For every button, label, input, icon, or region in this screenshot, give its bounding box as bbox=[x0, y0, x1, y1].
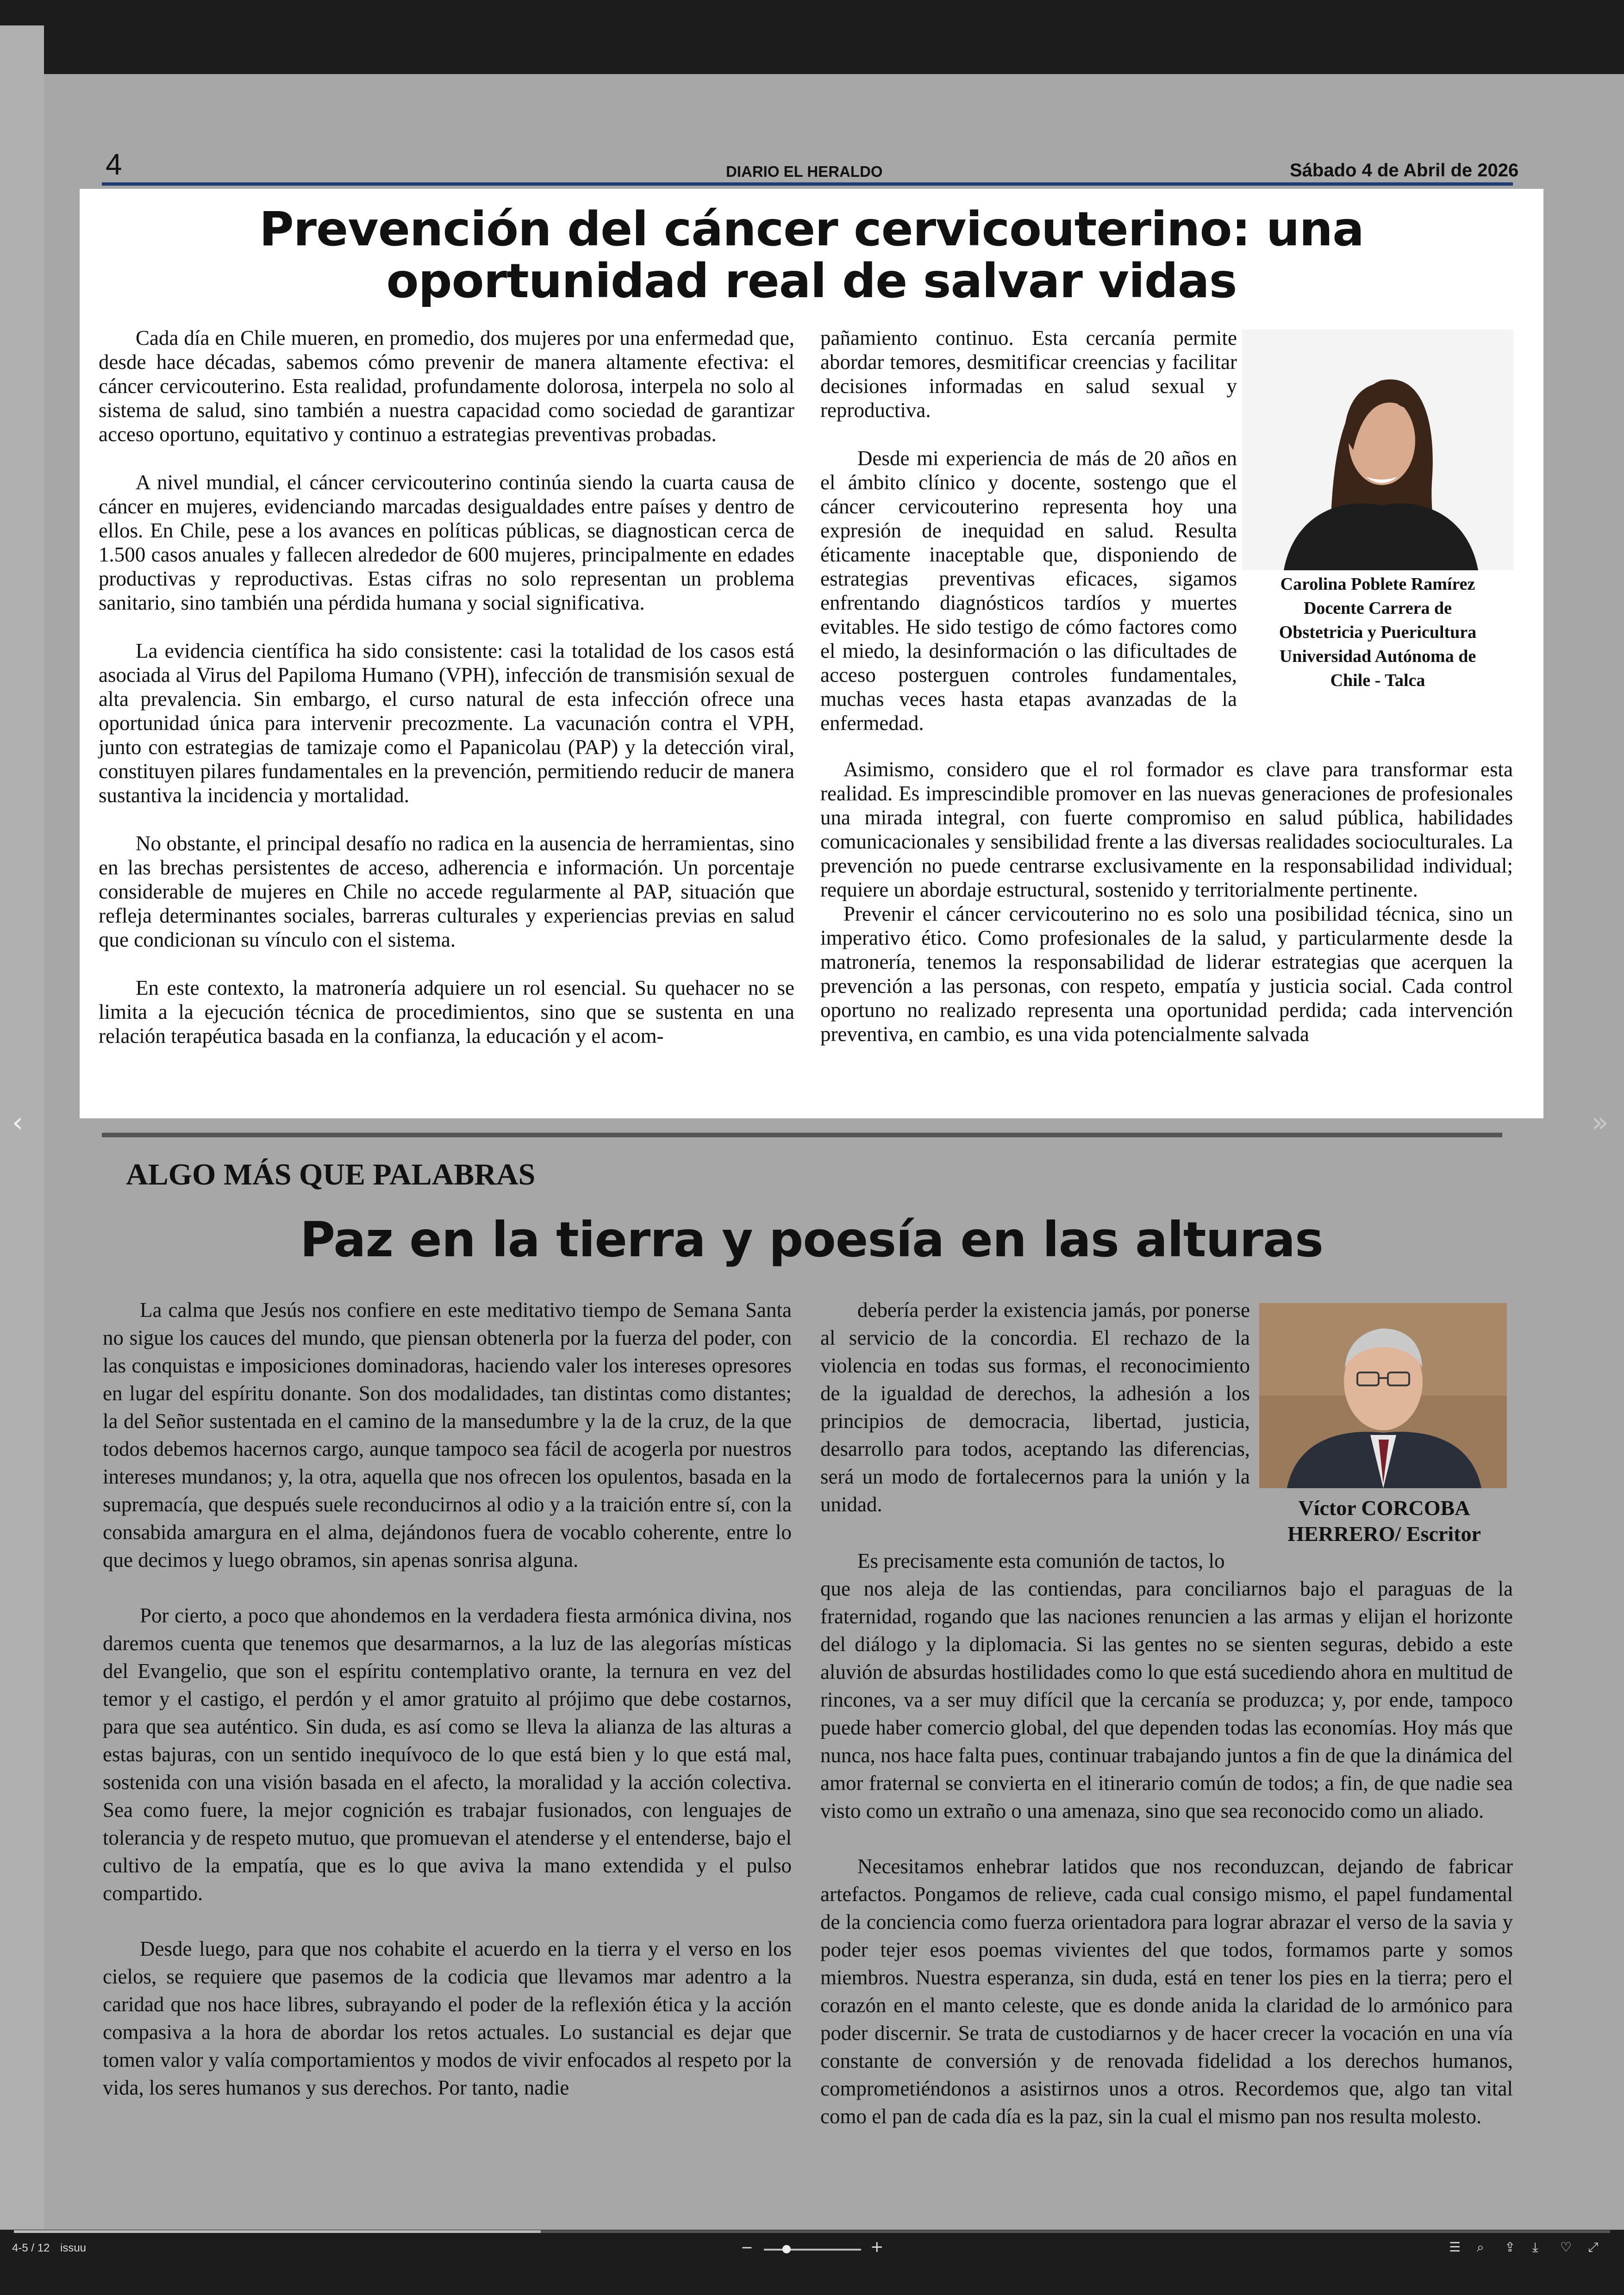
newspaper-name: DIARIO EL HERALDO bbox=[726, 163, 883, 180]
author-affiliation: Universidad Autónoma de bbox=[1279, 647, 1476, 666]
page-progress-fill bbox=[14, 2230, 541, 2233]
article-paragraph: Asimismo, considero que el rol formador es clave para transformar esta realidad. Es imprescindible promover en las nuevas generaciones de profesionales una mirada integral, con fuerte compromiso en salud pública, habilidades comunicacionales y sensibilidad frente a las diversas realidades socioculturales. La prevención no puede centrarse exclusivamente en la responsabilidad individual; requiere un abordaje estructural, sostenido y territorialmente pertinente. bbox=[820, 758, 1513, 901]
like-icon[interactable]: ♡ bbox=[1560, 2239, 1572, 2255]
article-paragraph: Prevenir el cáncer cervicouterino no es solo una posibilidad técnica, sino un imperativo ético. Como profesionales de la salud, y particularmente desde la matronería, tenemos la responsabilidad de liderar estrategias que acerquen la prevención a las personas, con respeto, empatía y justicia social. Cada control oportuno no realizado representa una oportunidad perdida; cada intervención preventiva, en cambio, es una vida potencialmente salvada bbox=[820, 902, 1513, 1046]
article-paragraph: pañamiento continuo. Esta cercanía permite abordar temores, desmitificar creencias y facilitar decisiones informadas en salud sexual y reproductiva. bbox=[820, 326, 1237, 422]
fullscreen-icon[interactable]: ⤢ bbox=[1588, 2239, 1599, 2255]
article-paragraph: Desde luego, para que nos cohabite el acuerdo en la tierra y el verso en los cielos, se requiere que pasemos de la codicia que llevamos mar adentro a la caridad que nos hace libres, subrayando el poder de la reflexión ética y la acción compasiva a la hora de abordar los retos actuales. Lo sustancial es dejar que tomen valor y valía comportamientos y modos de vivir enfocados al respeto por la vida, los seres humanos y sus derechos. Por tanto, nadie bbox=[103, 1937, 792, 2099]
zoom-slider[interactable] bbox=[764, 2249, 861, 2251]
article-paragraph: Por cierto, a poco que ahondemos en la verdadera fiesta armónica divina, nos daremos cuenta que tenemos que desarmarnos, a la luz de las alegorías místicas del Evangelio, que son el espíritu contemplativo orante, la ternura en vez del temor y el castigo, el perdón y el amor gratuito al prójimo que debe costarnos, para que sea auténtico. Sin duda, es así como se lleva la alianza de las alturas a estas bajuras, con un sentido inequívoco de lo que está bien y lo que está mal, sostenida con una visión basada en el afecto, la moralidad y la acción colectiva. Sea como fuere, la mejor cognición es trabajar fusionados, con lenguajes de tolerancia y de respeto mutuo, que promuevan el atenderse y el entenderse, bajo el cultivo de la empatía, que es lo que aviva la mano extendida y el pulso compartido. bbox=[103, 1604, 792, 1905]
article-column-right-wide bbox=[820, 757, 1513, 1046]
section-divider bbox=[102, 1133, 1502, 1137]
article-column-right bbox=[820, 326, 1237, 759]
next-page-icon[interactable]: » bbox=[1592, 1106, 1609, 1139]
notes-icon[interactable]: ☰ bbox=[1449, 2239, 1461, 2255]
page-number: 4 bbox=[106, 148, 122, 181]
search-icon[interactable]: ⌕ bbox=[1477, 2239, 1484, 2255]
author-photo bbox=[1259, 1303, 1507, 1488]
article-column-left bbox=[99, 326, 794, 1072]
article-column-right bbox=[820, 1296, 1250, 1518]
viewer-toolbar bbox=[0, 2230, 1624, 2295]
author-caption bbox=[1250, 1495, 1518, 1547]
article-paragraph: Desde mi experiencia de más de 20 años en el ámbito clínico y docente, sostengo que el cáncer cervicouterino representa hoy una expresión de inequidad en salud. Resulta éticamente inaceptable que, disponiendo de estrategias preventivas eficaces, sigamos enfrentando diagnósticos tardíos y muertes evitables. He sido testigo de cómo factores como el miedo, la desinformación o las dificultades de acceso posterguen controles fundamentales, muchas veces hasta etapas avanzadas de la enfermedad. bbox=[820, 447, 1237, 735]
article-paragraph: que nos aleja de las contiendas, para conciliarnos bajo el paraguas de la fraternidad, rogando que las naciones renuncien a las armas y elijan el horizonte del diálogo y la diplomacia. Si las gentes no se sienten seguras, debido a este aluvión de absurdas hostilidades como lo que está sucediendo ahora en multitud de rincones, va a ser muy difícil que la cercanía se produzca; y, por ende, tampoco puede haber comercio global, del que dependen todas las economías. Hoy más que nunca, nos hace falta pues, continuar trabajando juntos a fin de que la dinámica del amor fraternal se convierta en el itinerario común de todos; a fin, de que nadie sea visto como un extraño o una amenaza, sino que sea reconocido como un aliado. bbox=[820, 1577, 1513, 1822]
viewer-top-margin bbox=[44, 25, 1624, 74]
article-column-right bbox=[820, 1547, 1251, 1575]
issuu-logo[interactable]: issuu bbox=[60, 2242, 87, 2254]
author-name: Carolina Poblete Ramírez bbox=[1280, 574, 1475, 594]
prev-page-icon[interactable]: ‹ bbox=[12, 1106, 23, 1139]
article-paragraph: Necesitamos enhebrar latidos que nos reconduzcan, dejando de fabricar artefactos. Pongamos de relieve, cada cual consigo mismo, el papel fundamental de la conciencia como fuerza orientadora para lograr abrazar el verso de la savia y poder tejer esos poemas vivientes del que todos, formamos parte y somos miembros. Nuestra esperanza, sin duda, está en tener los pies en la tierra; pero el corazón en el manto celeste, que es donde anida la claridad de lo armónico para poder discernir. Se trata de custodiarnos y de hacer crecer la vocación en una vía constante de conversión y de renovada fidelidad a los derechos humanos, comprometiéndonos a asistirnos unos a otros. Recordemos que, algo tan vital como el pan de cada día es la paz, sin la cual el mismo pan nos resulta molesto. bbox=[820, 1855, 1513, 2128]
page-counter: 4-5 / 12 bbox=[12, 2242, 50, 2254]
article-paragraph: A nivel mundial, el cáncer cervicouterino continúa siendo la cuarta causa de cáncer en mujeres, evidenciando marcadas desigualdades entre países y dentro de ellos. En Chile, pese a los avances en políticas públicas, se diagnostican cerca de 1.500 casos anuales y fallecen alrededor de 600 mujeres, principalmente en edades productivas y reproductivas. Estas cifras no solo representan un problema sanitario, sino también una pérdida humana y social significativa. bbox=[99, 471, 794, 614]
article-paragraph: Es precisamente esta comunión de tactos, lo bbox=[857, 1549, 1225, 1572]
column-title: ALGO MÁS QUE PALABRAS bbox=[126, 1158, 536, 1191]
author-name: Víctor CORCOBA bbox=[1298, 1496, 1470, 1520]
article-headline bbox=[80, 204, 1543, 307]
article-column-right-wide bbox=[820, 1575, 1513, 2158]
author-photo bbox=[1242, 330, 1513, 570]
viewer-top-bar bbox=[0, 0, 1624, 25]
zoom-slider-handle[interactable] bbox=[782, 2245, 791, 2253]
article-paragraph: No obstante, el principal desafío no radica en la ausencia de herramientas, sino en las brechas persistentes de acceso, adherencia e información. Un porcentaje considerable de mujeres en Chile no accede regularmente al PAP, situación que refleja determinantes sociales, barreras culturales y experiencias previas en salud que condicionan su vínculo con el sistema. bbox=[99, 832, 794, 951]
zoom-in-button[interactable]: + bbox=[870, 2238, 884, 2256]
article-paragraph: En este contexto, la matronería adquiere un rol esencial. Su quehacer no se limita a la ejecución técnica de procedimientos, sino que se sustenta en una relación terapéutica basada en la confianza, la educación y el acom- bbox=[99, 976, 794, 1048]
article-paragraph: debería perder la existencia jamás, por ponerse al servicio de la concordia. El rechazo de la violencia en todas sus formas, el reconocimiento de la igualdad de derechos, la adhesión a los principios de democracia, libertad, justicia, desarrollo para todos, aceptando las diferencias, será un modo de fortalecernos para la unión y la unidad. bbox=[820, 1298, 1250, 1516]
download-icon[interactable]: ⤓ bbox=[1532, 2239, 1538, 2255]
article-paragraph: La evidencia científica ha sido consistente: casi la totalidad de los casos está asociada al Virus del Papiloma Humano (VPH), infección de transmisión sexual de alta prevalencia. Sin embargo, el curso natural de esta infección ofrece una oportunidad única para intervenir precozmente. La vacunación contra el VPH, junto con estrategias de tamizaje como el Papanicolau (PAP) y la detección viral, constituyen pilares fundamentales en la prevención, permitiendo reducir de manera sustantiva la incidencia y mortalidad. bbox=[99, 639, 794, 807]
author-caption bbox=[1241, 572, 1515, 692]
headline-line: Prevención del cáncer cervicouterino: una bbox=[259, 202, 1364, 257]
zoom-out-button[interactable]: − bbox=[741, 2239, 753, 2256]
article-headline: Paz en la tierra y poesía en las alturas bbox=[300, 1211, 1324, 1268]
article-paragraph: La calma que Jesús nos confiere en este meditativo tiempo de Semana Santa no sigue los cauces del mundo, que piensan obtenerla por la fuerza del poder, con las conquistas e imposiciones dominadoras, haciendo valer los intereses opresores en lugar del espíritu donante. Son dos modalidades, tan distintas como distantes; la del Señor sustentada en el camino de la mansedumbre y la de la cruz, de la que todos debemos hacernos cargo, aunque tampoco sea fácil de acogerla por nuestros intereses mundanos; y, la otra, aquella que nos ofrecen los opulentos, basada en la supremacía, que después suele reconducirnos al odio y a la traición entre sí, con la consabida amargura en el alma, dejándonos fuera de vocablo coherente, entre lo que decimos y luego obramos, sin apenas sonrisa alguna. bbox=[103, 1298, 792, 1572]
header-rule bbox=[102, 182, 1513, 186]
author-title: Obstetricia y Puericultura bbox=[1279, 623, 1477, 642]
author-title: HERRERO/ Escritor bbox=[1287, 1522, 1481, 1546]
author-affiliation: Chile - Talca bbox=[1330, 671, 1425, 690]
publication-date: Sábado 4 de Abril de 2026 bbox=[1290, 160, 1519, 181]
share-icon[interactable]: ⇪ bbox=[1505, 2239, 1516, 2255]
article-column-left bbox=[103, 1296, 792, 2129]
article-paragraph: Cada día en Chile mueren, en promedio, dos mujeres por una enfermedad que, desde hace décadas, sabemos cómo prevenir de manera altamente efectiva: el cáncer cervicouterino. Esta realidad, profundamente dolorosa, interpela no solo al sistema de salud, sino también a nuestra capacidad como sociedad de garantizar acceso oportuno, equitativo y continuo a estrategias preventivas probadas. bbox=[99, 326, 794, 446]
author-title: Docente Carrera de bbox=[1303, 599, 1452, 618]
headline-line: oportunidad real de salvar vidas bbox=[386, 254, 1237, 309]
